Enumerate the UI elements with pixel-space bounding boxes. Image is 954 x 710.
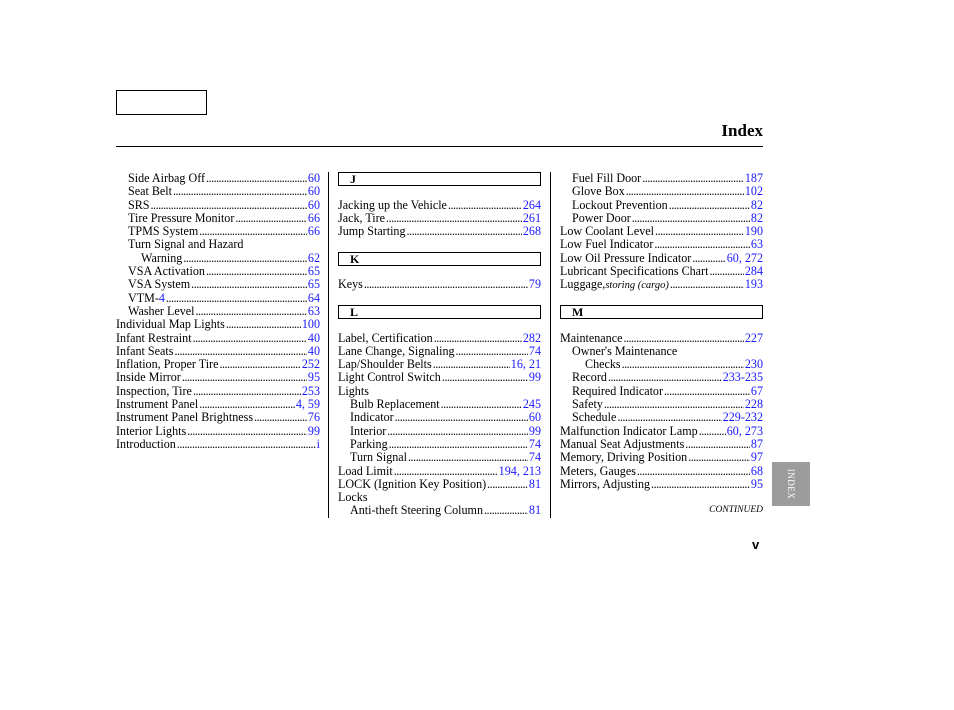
page-reference-link[interactable]: 245 [522, 397, 541, 412]
index-entry [560, 265, 763, 278]
spacer [560, 318, 763, 331]
index-entry [338, 465, 541, 478]
section-header-box [338, 252, 541, 266]
index-entry [560, 199, 763, 212]
spacer [560, 292, 763, 305]
section-letter: L [350, 304, 359, 319]
leader-dots [688, 451, 750, 464]
index-entry [116, 278, 320, 291]
leader-dots [632, 212, 750, 225]
page-reference-link[interactable]: 252 [301, 357, 320, 372]
index-entry [338, 371, 541, 384]
entry-term: Luggage, [560, 277, 606, 292]
index-entry [116, 225, 320, 238]
leader-dots [177, 438, 316, 451]
entry-term: Schedule [572, 410, 617, 425]
entry-term: Inspection, Tire [116, 383, 192, 398]
index-entry [116, 425, 320, 438]
index-entry [560, 371, 763, 384]
index-entry [338, 411, 541, 424]
leader-dots [685, 438, 750, 451]
page-reference-link[interactable]: 268 [522, 224, 541, 239]
entry-term: Washer Level [128, 303, 195, 318]
leader-dots [699, 425, 726, 438]
index-entry [560, 225, 763, 238]
section-header-box [338, 172, 541, 186]
entry-term-italic: storing (cargo) [605, 280, 669, 292]
index-entry [116, 371, 320, 384]
section-header-k [338, 252, 541, 265]
index-entry [338, 385, 541, 398]
index-entry [338, 398, 541, 411]
page-reference-link[interactable]: 227 [744, 330, 763, 345]
page-reference-link[interactable]: 40 [307, 343, 320, 358]
leader-dots [407, 225, 522, 238]
index-entry [116, 385, 320, 398]
page-reference-link[interactable]: 63 [750, 237, 763, 252]
page-reference-link[interactable]: 79 [528, 277, 541, 292]
header-box [116, 90, 207, 115]
page-reference-link[interactable]: 233-235 [722, 370, 763, 385]
leader-dots [199, 398, 295, 411]
index-entry [560, 398, 763, 411]
index-entry [116, 358, 320, 371]
index-entry [338, 358, 541, 371]
page-reference-link[interactable]: 194, 213 [498, 463, 541, 478]
entry-term-suffix: 4 [158, 290, 165, 305]
page-reference-link[interactable]: 66 [307, 210, 320, 225]
leader-dots [692, 252, 725, 265]
page-number: v [752, 537, 760, 552]
page-reference-link[interactable]: 4, 59 [295, 397, 320, 412]
entry-term: Jacking up the Vehicle [338, 197, 447, 212]
entry-term: Interior [350, 423, 387, 438]
index-entry [338, 478, 541, 491]
section-header-box [560, 305, 763, 319]
entry-term: Checks [585, 357, 621, 372]
leader-dots [433, 358, 510, 371]
entry-term: Bulb Replacement [350, 397, 440, 412]
index-entry [560, 332, 763, 345]
page-reference-link[interactable]: 65 [307, 264, 320, 279]
entry-term: Low Fuel Indicator [560, 237, 654, 252]
leader-dots [226, 318, 301, 331]
page-reference-link[interactable]: 193 [744, 277, 763, 292]
entry-term: Low Coolant Level [560, 224, 655, 239]
leader-dots [664, 385, 750, 398]
column-divider [328, 172, 329, 518]
entry-term: Required Indicator [572, 383, 664, 398]
index-entry [116, 345, 320, 358]
page-reference-link[interactable]: 40 [307, 330, 320, 345]
page-reference-link[interactable]: 230 [744, 357, 763, 372]
page-reference-link[interactable]: 60, 273 [726, 423, 763, 438]
page-reference-link[interactable]: 99 [528, 423, 541, 438]
page-reference-link[interactable]: 82 [750, 210, 763, 225]
spacer [338, 292, 541, 305]
entry-term: Parking [350, 436, 388, 451]
index-tab-label: INDEX [786, 468, 796, 500]
page-reference-link[interactable]: 74 [528, 343, 541, 358]
leader-dots [642, 172, 744, 185]
page-reference-link[interactable]: 65 [307, 277, 320, 292]
leader-dots [151, 199, 307, 212]
index-entry [338, 451, 541, 464]
page-reference-link[interactable]: 282 [522, 330, 541, 345]
section-letter: K [350, 251, 360, 266]
entry-term: Manual Seat Adjustments [560, 436, 685, 451]
leader-dots [386, 212, 522, 225]
index-entry [116, 318, 320, 331]
spacer [338, 185, 541, 198]
leader-dots [408, 451, 528, 464]
index-column-1 [116, 172, 320, 451]
index-entry [116, 265, 320, 278]
leader-dots [604, 398, 744, 411]
entry-term: Jump Starting [338, 224, 406, 239]
index-entry [338, 199, 541, 212]
page-reference-link[interactable]: 99 [307, 423, 320, 438]
index-entry [560, 278, 763, 291]
leader-dots [387, 425, 528, 438]
index-entry [560, 238, 763, 251]
index-entry [116, 305, 320, 318]
page-reference-link[interactable]: 60 [528, 410, 541, 425]
leader-dots [655, 225, 744, 238]
leader-dots [637, 465, 750, 478]
section-letter: J [350, 172, 356, 186]
page-reference-link[interactable]: 60, 272 [726, 250, 763, 265]
page-reference-link[interactable]: 60 [307, 197, 320, 212]
entry-term: Glove Box [572, 184, 625, 199]
entry-term: Maintenance [560, 330, 623, 345]
page-reference-link[interactable]: 229-232 [722, 410, 763, 425]
entry-term: Lights [338, 383, 369, 398]
entry-term: Keys [338, 277, 363, 292]
entry-term: Anti-theft Steering Column [350, 503, 484, 518]
page-reference-link[interactable]: 99 [528, 370, 541, 385]
index-entry [338, 332, 541, 345]
page-reference-link[interactable]: 190 [744, 224, 763, 239]
leader-dots [448, 199, 522, 212]
entry-term: Record [572, 370, 607, 385]
entry-term: LOCK (Ignition Key Position) [338, 476, 487, 491]
entry-term: Warning [141, 250, 183, 265]
entry-term: Inflation, Proper Tire [116, 357, 219, 372]
section-header-m [560, 305, 763, 318]
index-entry [560, 478, 763, 491]
index-entry [560, 252, 763, 265]
leader-dots [364, 278, 528, 291]
index-entry [116, 332, 320, 345]
page-reference-link[interactable]: 76 [307, 410, 320, 425]
entry-term: Low Oil Pressure Indicator [560, 250, 692, 265]
index-entry [560, 465, 763, 478]
index-entry [338, 278, 541, 291]
index-tab[interactable] [772, 462, 810, 506]
page-reference-link[interactable]: 261 [522, 210, 541, 225]
leader-dots [206, 172, 307, 185]
page-reference-link[interactable]: 16, 21 [510, 357, 541, 372]
leader-dots [441, 398, 522, 411]
entry-term: Jack, Tire [338, 210, 386, 225]
leader-dots [389, 438, 528, 451]
page-reference-link[interactable]: 102 [744, 184, 763, 199]
page-reference-link[interactable]: 187 [744, 171, 763, 185]
index-entry [116, 199, 320, 212]
leader-dots [484, 504, 528, 517]
page-reference-link[interactable]: 81 [528, 503, 541, 518]
leader-dots [206, 265, 307, 278]
entry-term: Malfunction Indicator Lamp [560, 423, 698, 438]
index-entry [560, 358, 763, 371]
entry-term: Tire Pressure Monitor [128, 210, 235, 225]
leader-dots [434, 332, 522, 345]
page-reference-link[interactable]: 97 [750, 450, 763, 465]
entry-term: Infant Seats [116, 343, 174, 358]
leader-dots [617, 411, 721, 424]
leader-dots [442, 371, 528, 384]
page-reference-link[interactable]: 264 [522, 197, 541, 212]
index-entry [338, 212, 541, 225]
section-letter: M [572, 304, 584, 319]
index-entry [338, 425, 541, 438]
entry-term: VSA Activation [128, 264, 205, 279]
leader-dots [183, 252, 307, 265]
leader-dots [187, 425, 307, 438]
page-reference-link[interactable]: 64 [307, 290, 320, 305]
page-reference-link[interactable]: 284 [744, 264, 763, 279]
leader-dots [487, 478, 528, 491]
entry-term: Power Door [572, 210, 631, 225]
leader-dots [608, 371, 722, 384]
section-header-l [338, 305, 541, 318]
page-reference-link[interactable]: 81 [528, 476, 541, 491]
entry-term: Lockout Prevention [572, 197, 668, 212]
entry-term: Infant Restraint [116, 330, 192, 345]
page-reference-link[interactable]: 63 [307, 303, 320, 318]
leader-dots [166, 292, 307, 305]
entry-term: Lubricant Specifications Chart [560, 264, 709, 279]
index-entry [116, 238, 320, 251]
index-entry [116, 438, 320, 451]
index-entry [560, 212, 763, 225]
entry-term: Side Airbag Off [128, 171, 206, 185]
page-reference-link[interactable]: 95 [750, 476, 763, 491]
entry-term: VTM- [128, 290, 159, 305]
entry-term: TPMS System [128, 224, 199, 239]
leader-dots [394, 465, 498, 478]
leader-dots [174, 345, 306, 358]
spacer [338, 265, 541, 278]
entry-term: Turn Signal and Hazard [128, 237, 244, 252]
section-header-box [338, 305, 541, 319]
index-entry [560, 385, 763, 398]
page-reference-link[interactable]: 68 [750, 463, 763, 478]
entry-term: Owner's Maintenance [572, 343, 678, 358]
index-entry [338, 225, 541, 238]
section-header-j [338, 172, 541, 185]
leader-dots [622, 358, 744, 371]
page-title: Index [721, 121, 763, 140]
leader-dots [173, 185, 307, 198]
index-entry [116, 292, 320, 305]
leader-dots [395, 411, 528, 424]
entry-term: Meters, Gauges [560, 463, 636, 478]
index-entry [560, 411, 763, 424]
leader-dots [191, 278, 307, 291]
page-reference-link[interactable]: 253 [301, 383, 320, 398]
continued-note: CONTINUED [709, 505, 763, 515]
spacer [338, 238, 541, 251]
page-reference-link[interactable]: i [316, 436, 320, 451]
leader-dots [182, 371, 307, 384]
entry-term: Turn Signal [350, 450, 408, 465]
page-reference-link[interactable]: 82 [750, 197, 763, 212]
index-entry [116, 185, 320, 198]
index-entry [560, 425, 763, 438]
leader-dots [199, 225, 307, 238]
page-reference-link[interactable]: 62 [307, 250, 320, 265]
page-reference-link[interactable]: 95 [307, 370, 320, 385]
entry-term: Mirrors, Adjusting [560, 476, 651, 491]
page-reference-link[interactable]: 228 [744, 397, 763, 412]
page-reference-link[interactable]: 74 [528, 450, 541, 465]
index-column-3 [560, 172, 763, 491]
page-reference-link[interactable]: 60 [307, 171, 320, 185]
leader-dots [654, 238, 750, 251]
page-reference-link[interactable]: 60 [307, 184, 320, 199]
index-entry [560, 451, 763, 464]
leader-dots [669, 199, 750, 212]
index-entry [116, 212, 320, 225]
leader-dots [254, 411, 307, 424]
index-entry [338, 438, 541, 451]
leader-dots [651, 478, 750, 491]
page-reference-link[interactable]: 67 [750, 383, 763, 398]
index-entry [560, 172, 763, 185]
leader-dots [219, 358, 300, 371]
index-entry [116, 252, 320, 265]
index-entry [560, 185, 763, 198]
page-reference-link[interactable]: 74 [528, 436, 541, 451]
entry-term: VSA System [128, 277, 191, 292]
entry-term: Lap/Shoulder Belts [338, 357, 432, 372]
leader-dots [456, 345, 528, 358]
entry-term: Load Limit [338, 463, 393, 478]
entry-term: Label, Certification [338, 330, 433, 345]
index-entry [116, 411, 320, 424]
entry-term: Light Control Switch [338, 370, 441, 385]
index-entry [338, 504, 541, 517]
column-divider [550, 172, 551, 518]
leader-dots [709, 265, 743, 278]
page-reference-link[interactable]: 87 [750, 436, 763, 451]
index-column-2 [338, 172, 541, 518]
index-entry [338, 345, 541, 358]
title-rule [116, 146, 763, 147]
entry-term: SRS [128, 197, 150, 212]
leader-dots [193, 332, 307, 345]
entry-term: Fuel Fill Door [572, 171, 642, 185]
index-entry [560, 345, 763, 358]
entry-term: Inside Mirror [116, 370, 181, 385]
index-entry [560, 438, 763, 451]
leader-dots [623, 332, 743, 345]
entry-term: Locks [338, 490, 368, 505]
page-reference-link[interactable]: 100 [301, 317, 320, 332]
leader-dots [235, 212, 307, 225]
index-entry [116, 172, 320, 185]
leader-dots [196, 305, 307, 318]
entry-term: Indicator [350, 410, 394, 425]
entry-term: Instrument Panel Brightness [116, 410, 254, 425]
leader-dots [626, 185, 744, 198]
entry-term: Instrument Panel [116, 397, 199, 412]
leader-dots [193, 385, 301, 398]
page-reference-link[interactable]: 66 [307, 224, 320, 239]
entry-term: Individual Map Lights [116, 317, 225, 332]
spacer [338, 318, 541, 331]
index-entry [116, 398, 320, 411]
entry-term: Seat Belt [128, 184, 172, 199]
entry-term: Safety [572, 397, 603, 412]
entry-term: Memory, Driving Position [560, 450, 688, 465]
leader-dots [670, 278, 744, 291]
entry-term: Interior Lights [116, 423, 187, 438]
index-entry [338, 491, 541, 504]
entry-term: Lane Change, Signaling [338, 343, 455, 358]
entry-term: Introduction [116, 436, 176, 451]
